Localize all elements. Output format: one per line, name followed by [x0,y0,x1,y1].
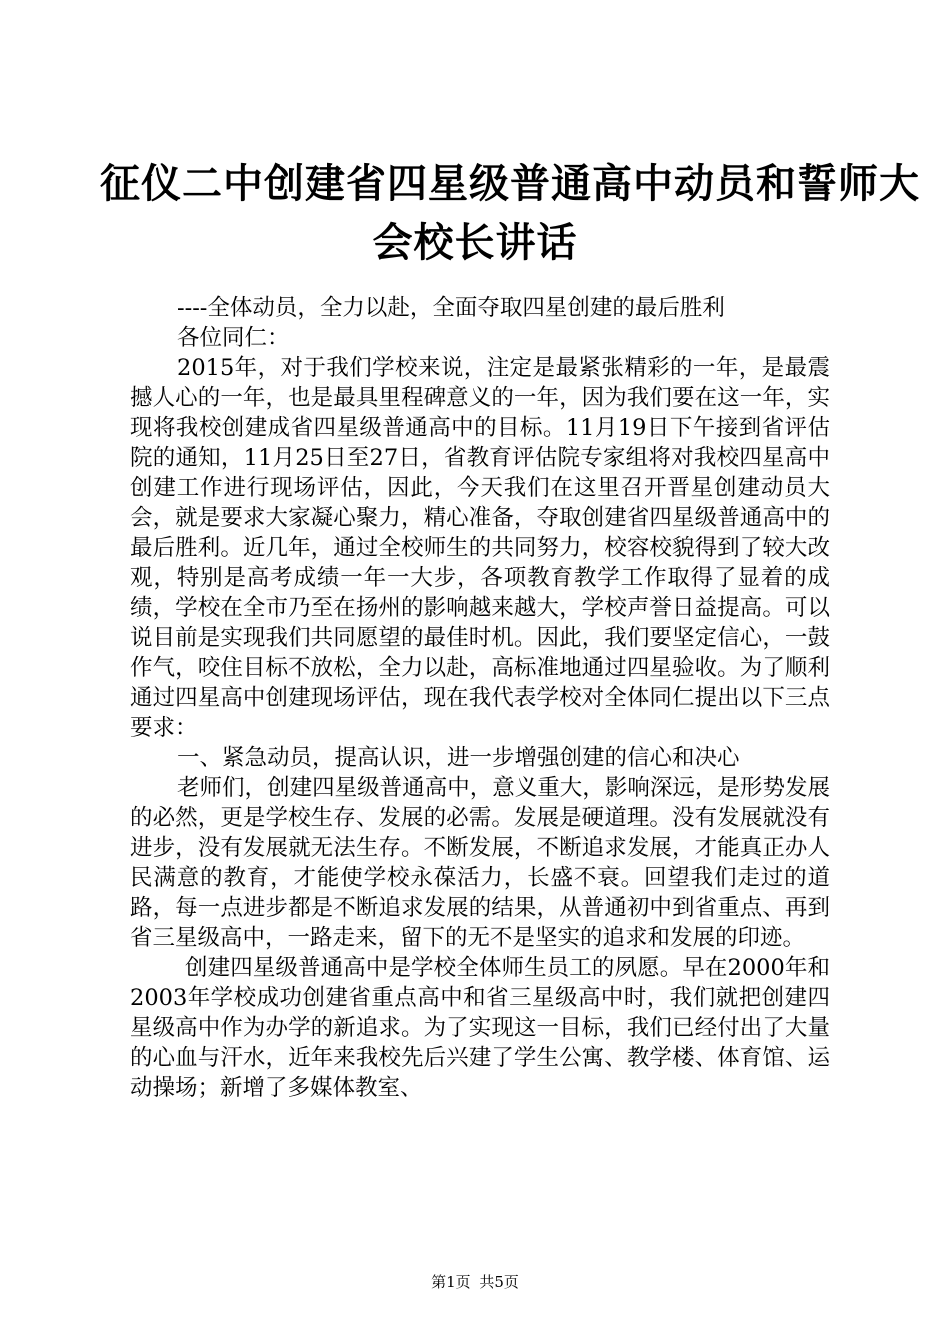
paragraph-intro: 2015年，对于我们学校来说，注定是最紧张精彩的一年，是最震撼人心的一年，也是最具里程碑意义的一年，因为我们要在这一年，实现将我校创建成省四星级普通高中的目标。11月19日下午接到省评估院的通知，11月25日至27日，省教育评估院专家组将对我校四星高中创建工作进行现场评估，因此，今天我们在这里召开晋星创建动员大会，就是要求大家凝心聚力，精心准备，夺取创建省四星级普通高中的最后胜利。近几年，通过全校师生的共同努力，校容校貌得到了较大改观，特别是高考成绩一年一大步，各项教育教学工作取得了显着的成绩，学校在全市乃至在扬州的影响越来越大，学校声誉日益提高。可以说目前是实现我们共同愿望的最佳时机。因此，我们要坚定信心，一鼓作气，咬住目标不放松，全力以赴，高标准地通过四星验收。为了顺利通过四星高中创建现场评估，现在我代表学校对全体同仁提出以下三点要求： [130,355,830,741]
page-number: 第1页 [431,1273,471,1291]
subtitle: ----全体动员，全力以赴，全面夺取四星创建的最后胜利 [177,295,725,321]
paragraph-aspiration: 创建四星级普通高中是学校全体师生员工的夙愿。早在2000年和2003年学校成功创建省重点高中和省三星级高中时，我们就把创建四星级高中作为办学的新追求。为了实现这一目标，我们已经付出了大量的心血与汗水，近年来我校先后兴建了学生公寓、教学楼、体育馆、运动操场；新增了多媒体教室、 [130,955,830,1101]
section-heading-1: 一、紧急动员，提高认识，进一步增强创建的信心和决心 [177,745,740,771]
paragraph-development: 老师们，创建四星级普通高中，意义重大，影响深远，是形势发展的必然，更是学校生存、发展的必需。发展是硬道理。没有发展就没有进步，没有发展就无法生存。不断发展，不断追求发展，才能真正办人民满意的教育，才能使学校永葆活力，长盛不衰。回望我们走过的道路，每一点进步都是不断追求发展的结果，从普通初中到省重点、再到省三星级高中，一路走来，留下的无不是坚实的追求和发展的印迹。 [130,775,830,951]
document-title-line-1: 征仪二中创建省四星级普通高中动员和誓师大 [100,161,920,207]
page-footer [0,1272,950,1292]
salutation: 各位同仁： [177,325,290,351]
document-body [130,293,830,1103]
page-total: 共5页 [479,1273,519,1291]
document-title-line-2: 会校长讲话 [372,220,578,266]
